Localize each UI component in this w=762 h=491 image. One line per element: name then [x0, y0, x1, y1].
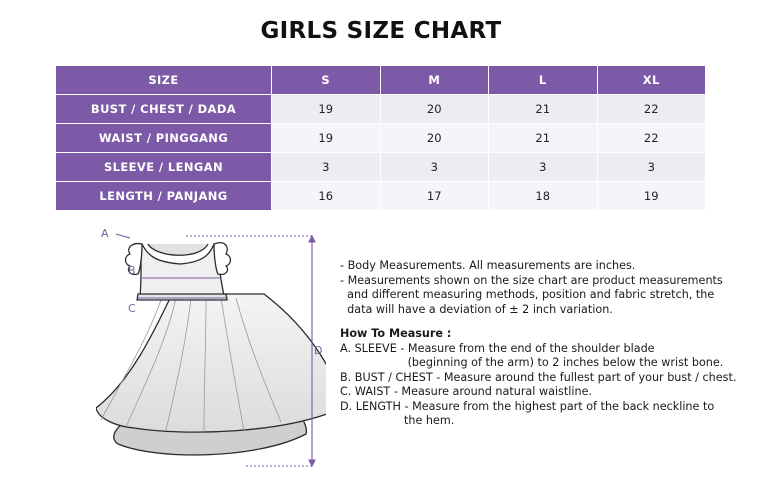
table-cell: 16 [272, 182, 381, 211]
table-cell: 21 [489, 124, 598, 153]
row-label-bust: BUST / CHEST / DADA [56, 95, 272, 124]
page-title: GIRLS SIZE CHART [260, 18, 502, 44]
table-cell: 17 [380, 182, 489, 211]
label-c: C [128, 302, 136, 315]
header-size: SIZE [56, 66, 272, 95]
table-cell: 3 [272, 153, 381, 182]
note-line: the hem. [340, 414, 455, 427]
size-chart-table [55, 65, 706, 211]
label-b: B [128, 264, 136, 277]
row-label-length: LENGTH / PANJANG [56, 182, 272, 211]
note-line: data will have a deviation of ± 2 inch variation. [340, 302, 613, 316]
table-header-row [56, 66, 706, 95]
table-row [56, 95, 706, 124]
label-a: A [101, 227, 109, 240]
note-line: - Measurements shown on the size chart are product measurements [340, 273, 723, 287]
table-row [56, 124, 706, 153]
table-row [56, 182, 706, 211]
table-cell: 3 [489, 153, 598, 182]
table-cell: 21 [489, 95, 598, 124]
table-cell: 3 [597, 153, 706, 182]
row-label-sleeve: SLEEVE / LENGAN [56, 153, 272, 182]
note-line: C. WAIST - Measure around natural waistline. [340, 385, 593, 398]
table-cell: 19 [272, 124, 381, 153]
note-line: (beginning of the arm) to 2 inches below the wrist bone. [340, 356, 724, 369]
table-cell: 22 [597, 95, 706, 124]
note-line: - Body Measurements. All measurements are inches. [340, 259, 636, 272]
header-xl: XL [597, 66, 706, 95]
table-cell: 22 [597, 124, 706, 153]
note-line: B. BUST / CHEST - Measure around the fullest part of your bust / chest. [340, 370, 737, 384]
header-l: L [489, 66, 598, 95]
measure-a-line [116, 234, 130, 238]
dress-measurement-diagram [96, 222, 326, 470]
row-label-waist: WAIST / PINGGANG [56, 124, 272, 153]
note-line: A. SLEEVE - Measure from the end of the shoulder blade [340, 341, 655, 355]
table-cell: 20 [380, 95, 489, 124]
table-row [56, 153, 706, 182]
how-to-measure-title: How To Measure : [340, 327, 452, 340]
label-d: D [314, 344, 323, 357]
note-line: and different measuring methods, position and fabric stretch, the [340, 288, 715, 301]
header-m: M [380, 66, 489, 95]
measurement-notes [340, 259, 750, 429]
table-cell: 18 [489, 182, 598, 211]
table-cell: 20 [380, 124, 489, 153]
table-cell: 19 [597, 182, 706, 211]
table-cell: 3 [380, 153, 489, 182]
note-line: D. LENGTH - Measure from the highest part of the back neckline to [340, 399, 715, 413]
header-s: S [272, 66, 381, 95]
table-cell: 19 [272, 95, 381, 124]
